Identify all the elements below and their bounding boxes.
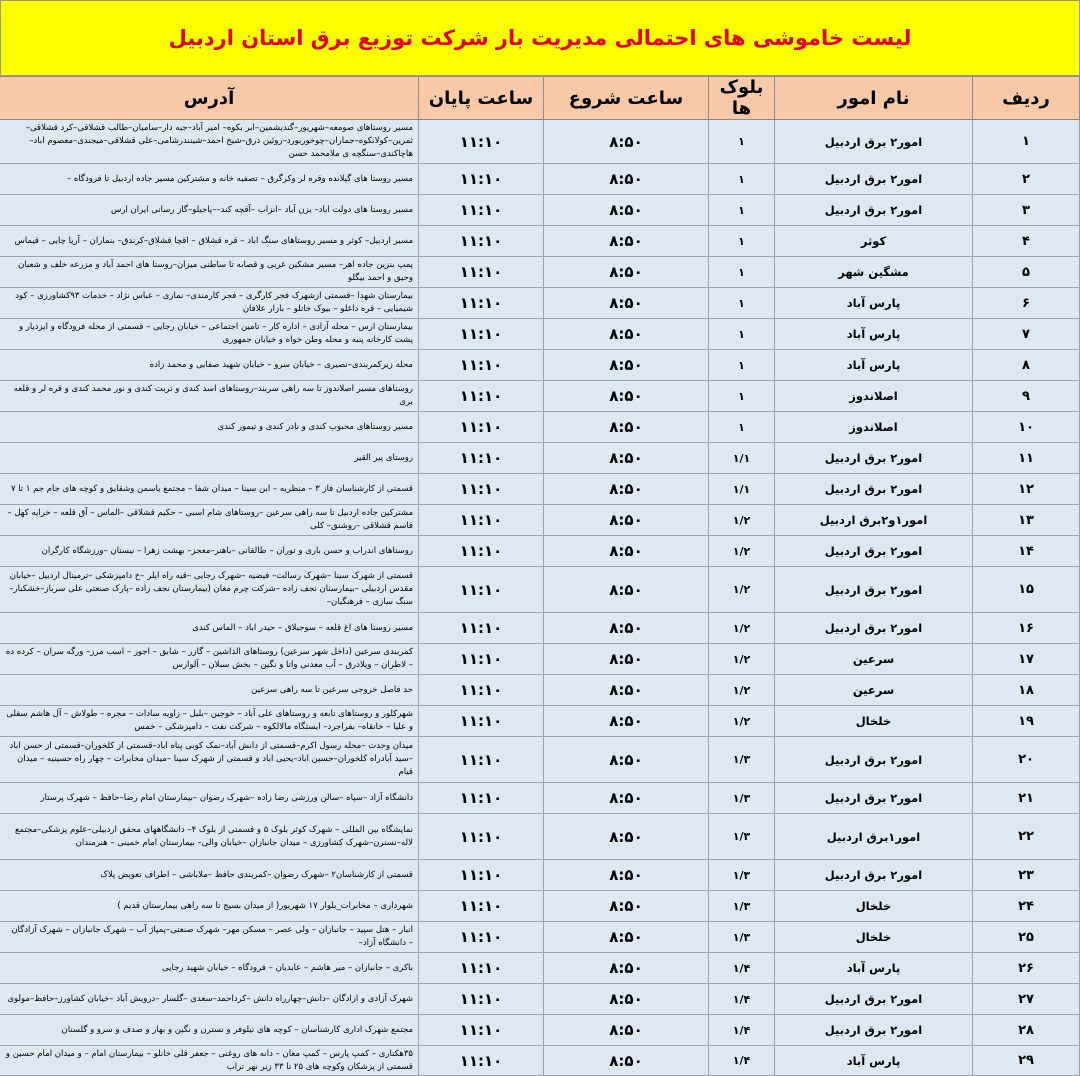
dept-name-cell: امور۲ برق اردبیل: [775, 195, 973, 226]
dept-name-cell: پارس آباد: [775, 1046, 973, 1076]
table-row: [0, 381, 1080, 412]
block-cell: ۱: [709, 120, 775, 164]
block-cell: ۱: [709, 350, 775, 381]
table-row: [0, 644, 1080, 675]
block-cell: ۱/۳: [709, 737, 775, 783]
address-cell: انبار – هتل سپید – جانبازان – ولی عصر – مسکن مهر– شهرک صنعتی–پمپاژ آب – شهرک جانبازان – شهرک آزادگان – دانشگاه آزاد–: [0, 922, 419, 953]
dept-name-cell: پارس آباد: [775, 319, 973, 350]
start-time-cell: ۸:۵۰: [544, 675, 709, 706]
table-row: [0, 783, 1080, 814]
end-time-cell: ۱۱:۱۰: [419, 536, 544, 567]
start-time-cell: ۸:۵۰: [544, 164, 709, 195]
table-row: [0, 891, 1080, 922]
dept-name-cell: خلخال: [775, 706, 973, 737]
row-number-cell: ۲۲: [973, 814, 1080, 860]
end-time-cell: ۱۱:۱۰: [419, 288, 544, 319]
end-time-cell: ۱۱:۱۰: [419, 706, 544, 737]
start-time-cell: ۸:۵۰: [544, 953, 709, 984]
block-cell: ۱: [709, 257, 775, 288]
address-cell: ۳۵هکتاری – کمپ پارس – کمپ مغان – دانه های روغنی – جعفر قلی خانلو – بیمارستان امام – و میدان امام حسین و قسمتی از پزشکان وکوچه های ۲۵ تا ۳۳ زیر نهر تراب: [0, 1046, 419, 1076]
row-number-cell: ۲۸: [973, 1015, 1080, 1046]
dept-name-cell: امور۲ برق اردبیل: [775, 984, 973, 1015]
block-cell: ۱: [709, 412, 775, 443]
end-time-cell: ۱۱:۱۰: [419, 350, 544, 381]
end-time-cell: ۱۱:۱۰: [419, 412, 544, 443]
start-time-cell: ۸:۵۰: [544, 783, 709, 814]
end-time-cell: ۱۱:۱۰: [419, 814, 544, 860]
table-row: [0, 984, 1080, 1015]
start-time-cell: ۸:۵۰: [544, 288, 709, 319]
dept-name-cell: امور۲ برق اردبیل: [775, 567, 973, 613]
col-header-start-time: ساعت شروع: [544, 77, 709, 120]
block-cell: ۱/۳: [709, 891, 775, 922]
end-time-cell: ۱۱:۱۰: [419, 120, 544, 164]
address-cell: مجتمع شهرک اداری کارشناسان – کوچه های نیلوفر و نسترن و نگین و بهار و صدف و سرو و گلستان: [0, 1015, 419, 1046]
end-time-cell: ۱۱:۱۰: [419, 226, 544, 257]
col-header-row-number: ردیف: [973, 77, 1080, 120]
dept-name-cell: امور۲ برق اردبیل: [775, 164, 973, 195]
dept-name-cell: خلخال: [775, 891, 973, 922]
start-time-cell: ۸:۵۰: [544, 814, 709, 860]
end-time-cell: ۱۱:۱۰: [419, 1015, 544, 1046]
start-time-cell: ۸:۵۰: [544, 536, 709, 567]
address-cell: پمپ بنزین جاده اهر– مسیر مشکین غربی و قصابه تا ساطنی میزان–روستا های احمد آباد و مزرعه خلف و شعبان وحیق و احمد بیگلو: [0, 257, 419, 288]
end-time-cell: ۱۱:۱۰: [419, 984, 544, 1015]
dept-name-cell: امور۲ برق اردبیل: [775, 860, 973, 891]
dept-name-cell: امور۲ برق اردبیل: [775, 536, 973, 567]
row-number-cell: ۱: [973, 120, 1080, 164]
dept-name-cell: امور۲ برق اردبیل: [775, 120, 973, 164]
end-time-cell: ۱۱:۱۰: [419, 783, 544, 814]
row-number-cell: ۱۰: [973, 412, 1080, 443]
row-number-cell: ۲۵: [973, 922, 1080, 953]
end-time-cell: ۱۱:۱۰: [419, 567, 544, 613]
table-row: [0, 120, 1080, 164]
col-header-blocks: بلوک ها: [709, 77, 775, 120]
address-cell: مشترکین جاده اردبیل تا سه راهی سرعین –روستاهای شام اسبی – حکیم قشلاقی –الماس – آق قلعه – خرابه کهل – قاسم قشلاقی –روشنق– کلی: [0, 505, 419, 536]
row-number-cell: ۱۹: [973, 706, 1080, 737]
address-cell: شهرداری – مخابرات_بلوار ۱۷ شهریور( از میدان بسیج تا سه راهی بیمارستان قدیم ): [0, 891, 419, 922]
table-row: [0, 567, 1080, 613]
end-time-cell: ۱۱:۱۰: [419, 164, 544, 195]
table-row: [0, 164, 1080, 195]
start-time-cell: ۸:۵۰: [544, 443, 709, 474]
col-header-address: آدرس: [0, 77, 419, 120]
address-cell: حد فاصل خروجی سرعین تا سه راهی سرعین: [0, 675, 419, 706]
start-time-cell: ۸:۵۰: [544, 474, 709, 505]
dept-name-cell: امور۱و۲برق اردبیل: [775, 505, 973, 536]
table-row: [0, 288, 1080, 319]
dept-name-cell: امور۲ برق اردبیل: [775, 783, 973, 814]
address-cell: کمربندی سرعین (داخل شهر سرعین) روستاهای الداشین – گازر – شابق – اجور – اسب مرز– ورگه سران – کرده ده – لاطران – ویلادرق – آب معدنی واتا و نگین – بخش سبلان – آلوارس: [0, 644, 419, 675]
dept-name-cell: پارس آباد: [775, 953, 973, 984]
dept-name-cell: سرعین: [775, 644, 973, 675]
table-row: [0, 443, 1080, 474]
end-time-cell: ۱۱:۱۰: [419, 195, 544, 226]
table-row: [0, 319, 1080, 350]
row-number-cell: ۱۴: [973, 536, 1080, 567]
address-cell: میدان وحدت –محله رسول اکرم–قسمتی از دانش آباد–نمک کوبی پناه اباد–قسمتی از کلخوران–قسمتی از حسن اباد –سید آبادراه کلخوران–حسین اباد–یحیی اباد و قسمتی از شهرک سینا –میدان مخابرات – چهار راه حسینیه – میدان قیام: [0, 737, 419, 783]
start-time-cell: ۸:۵۰: [544, 613, 709, 644]
row-number-cell: ۶: [973, 288, 1080, 319]
end-time-cell: ۱۱:۱۰: [419, 860, 544, 891]
block-cell: ۱/۲: [709, 644, 775, 675]
table-row: [0, 257, 1080, 288]
start-time-cell: ۸:۵۰: [544, 1015, 709, 1046]
address-cell: بیمارستان ارس – محله آزادی – اداره کار – تامین اجتماعی – خیابان رجایی – قسمتی از محله فرودگاه و ایزدیار و پشت کارخانه پنبه و محله وطن خواه و خیابان جمهوری: [0, 319, 419, 350]
address-cell: روستاهای مسیر اصلاندوز تا سه راهی سربند–روستاهای اسد کندی و تربت کندی و نور محمد کندی و قره لر و قلعه بری: [0, 381, 419, 412]
block-cell: ۱/۲: [709, 567, 775, 613]
start-time-cell: ۸:۵۰: [544, 706, 709, 737]
address-cell: قسمتی از شهرک سینا –شهرک رسالت– فیضیه –شهرک رجایی –قیه راه ایلر –خ دامپزشکی –ترمینال اردبیل –خیابان مقدس اردبیلی –بیمارستان نجف زاده –شرکت چرم مغان (بیمارستان نجف زاده –پارک صنعتی علی سرباز–خشکبار–سنگ سازی – فرهنگیان–: [0, 567, 419, 613]
address-cell: روستای پیر القیر: [0, 443, 419, 474]
row-number-cell: ۱۲: [973, 474, 1080, 505]
row-number-cell: ۲۹: [973, 1046, 1080, 1076]
row-number-cell: ۲۶: [973, 953, 1080, 984]
address-cell: بیمارستان شهدا –قسمتی ازشهرک فجر کارگری – فجر کارمندی– نمازی – عباس نژاد – خدمات ۹۳کشاورزی – کود شیمیایی – قره داغلو – بیوک خانلو – بازار علافان: [0, 288, 419, 319]
table-row: [0, 706, 1080, 737]
address-cell: محله زیرکمربندی–نصیری – خیابان سرو – خیابان شهید صفایی و محمد زاده: [0, 350, 419, 381]
dept-name-cell: امور۲ برق اردبیل: [775, 737, 973, 783]
row-number-cell: ۲۱: [973, 783, 1080, 814]
address-cell: دانشگاه آزاد –سپاه –سالن ورزشی رضا زاده –شهرک رضوان –بیمارستان امام رضا–حافظ – شهرک پرستار: [0, 783, 419, 814]
dept-name-cell: مشگین شهر: [775, 257, 973, 288]
address-cell: مسیر روستا های گیلانده وقره لر وکرگرق – تصفیه خانه و مشترکین مسیر جاده اردبیل تا فرودگاه –: [0, 164, 419, 195]
start-time-cell: ۸:۵۰: [544, 226, 709, 257]
start-time-cell: ۸:۵۰: [544, 505, 709, 536]
block-cell: ۱: [709, 288, 775, 319]
end-time-cell: ۱۱:۱۰: [419, 613, 544, 644]
address-cell: شهرک آزادی و ازادگان –دانش–چهارراه دانش –کرداحمد–سعدی –گلسار –درویش آباد –خیابان کشاورز–حافظ–مولوی: [0, 984, 419, 1015]
block-cell: ۱: [709, 381, 775, 412]
block-cell: ۱/۲: [709, 706, 775, 737]
page-title: لیست خاموشی های احتمالی مدیریت بار شرکت توزیع برق استان اردبیل: [0, 0, 1080, 76]
row-number-cell: ۲۷: [973, 984, 1080, 1015]
end-time-cell: ۱۱:۱۰: [419, 257, 544, 288]
row-number-cell: ۳: [973, 195, 1080, 226]
row-number-cell: ۲۰: [973, 737, 1080, 783]
start-time-cell: ۸:۵۰: [544, 891, 709, 922]
address-cell: مسیر روستا های دولت اباد– یزن آباد –انزاب –آقچه کند––پاجیلو–گاز رسانی ایران ارس: [0, 195, 419, 226]
row-number-cell: ۱۷: [973, 644, 1080, 675]
start-time-cell: ۸:۵۰: [544, 195, 709, 226]
start-time-cell: ۸:۵۰: [544, 120, 709, 164]
table-row: [0, 350, 1080, 381]
block-cell: ۱/۴: [709, 1046, 775, 1076]
start-time-cell: ۸:۵۰: [544, 644, 709, 675]
table-row: [0, 675, 1080, 706]
end-time-cell: ۱۱:۱۰: [419, 505, 544, 536]
address-cell: نمایشگاه بین المللی – شهرک کوثر بلوک ۵ و قسمتی از بلوک ۴– دانشگاههای محقق اردبیلی–علوم پزشکی–مجتمع لاله–نسترن–شهرک کشاورزی – میدان جانبازان –خیابان والی– بیمارستان امام خمینی – هنرمندان: [0, 814, 419, 860]
row-number-cell: ۷: [973, 319, 1080, 350]
table-row: [0, 226, 1080, 257]
table-row: [0, 1015, 1080, 1046]
start-time-cell: ۸:۵۰: [544, 860, 709, 891]
table-row: [0, 613, 1080, 644]
start-time-cell: ۸:۵۰: [544, 567, 709, 613]
end-time-cell: ۱۱:۱۰: [419, 644, 544, 675]
block-cell: ۱/۱: [709, 443, 775, 474]
dept-name-cell: پارس آباد: [775, 350, 973, 381]
start-time-cell: ۸:۵۰: [544, 350, 709, 381]
start-time-cell: ۸:۵۰: [544, 922, 709, 953]
block-cell: ۱/۴: [709, 984, 775, 1015]
start-time-cell: ۸:۵۰: [544, 412, 709, 443]
address-cell: قسمتی از کارشناسان فاز ۳ – منظریه – ابن سینا – میدان شفا – مجتمع یاسمن وشقایق و کوچه های جام جم ۱ تا ۷: [0, 474, 419, 505]
block-cell: ۱/۴: [709, 1015, 775, 1046]
block-cell: ۱/۳: [709, 860, 775, 891]
table-row: [0, 195, 1080, 226]
table-row: [0, 474, 1080, 505]
col-header-dept: نام امور: [775, 77, 973, 120]
address-cell: باکری – جانبازان – میر هاشم – عابدیان – فرودگاه – خیابان شهید رجایی: [0, 953, 419, 984]
address-cell: مسیر روستا های اغ قلعه – سوجبلاق – حیدر اباد – الماس کندی: [0, 613, 419, 644]
dept-name-cell: کوثر: [775, 226, 973, 257]
table-row: [0, 922, 1080, 953]
table-row: [0, 814, 1080, 860]
row-number-cell: ۵: [973, 257, 1080, 288]
dept-name-cell: امور۱برق اردبیل: [775, 814, 973, 860]
block-cell: ۱/۲: [709, 613, 775, 644]
dept-name-cell: امور۲ برق اردبیل: [775, 443, 973, 474]
block-cell: ۱: [709, 226, 775, 257]
end-time-cell: ۱۱:۱۰: [419, 474, 544, 505]
start-time-cell: ۸:۵۰: [544, 737, 709, 783]
end-time-cell: ۱۱:۱۰: [419, 675, 544, 706]
row-number-cell: ۱۵: [973, 567, 1080, 613]
address-cell: مسیر اردبیل– کوثر و مسیر روستاهای سنگ اباد – قره قشلاق – اقچا قشلاق–کرندق– بنماران – آریا چایی – قیماس: [0, 226, 419, 257]
address-cell: مسیر روستاهای صومعه–شهریور–گندبشمین–ابر بکوه– امیر آباد–جبه دار–سامیان–طالب قشلاقی–کرد قشلاقی–ثمرین–کولانکوه–جماران–چوخوربورد–روئین درق–شیخ احمد–شینندرشامی–علی قشلاقی–میجندی–معصوم اباد–هاچاکندی–سنگچه ی ملامحمد حسن: [0, 120, 419, 164]
row-number-cell: ۱۶: [973, 613, 1080, 644]
row-number-cell: ۲: [973, 164, 1080, 195]
address-cell: مسیر روستاهای محبوب کندی و نادر کندی و تیمور کندی: [0, 412, 419, 443]
start-time-cell: ۸:۵۰: [544, 1046, 709, 1076]
row-number-cell: ۲۳: [973, 860, 1080, 891]
header-row: [0, 77, 1080, 120]
end-time-cell: ۱۱:۱۰: [419, 953, 544, 984]
row-number-cell: ۱۸: [973, 675, 1080, 706]
row-number-cell: ۴: [973, 226, 1080, 257]
dept-name-cell: امور۲ برق اردبیل: [775, 613, 973, 644]
table-row: [0, 953, 1080, 984]
address-cell: شهرکلور و روستاهای تابعه و روستاهای علی آباد – خوجین –بلبل – زاویه سادات – مجره – طولاش – آل هاشم سفلی و علیا – خانقاه– بفراجرد– ایستگاه مالالکوه – شرکت نفت – دامپزشکی – خمس: [0, 706, 419, 737]
end-time-cell: ۱۱:۱۰: [419, 1046, 544, 1076]
start-time-cell: ۸:۵۰: [544, 319, 709, 350]
block-cell: ۱/۳: [709, 783, 775, 814]
row-number-cell: ۲۴: [973, 891, 1080, 922]
table-row: [0, 412, 1080, 443]
start-time-cell: ۸:۵۰: [544, 381, 709, 412]
address-cell: قسمتی از کارشناسان۲ –شهرک رضوان –کمربندی حافظ –ملاباشی – اطراف تعویض پلاک: [0, 860, 419, 891]
address-cell: روستاهای اندراب و حسن باری و توران – طالقانی –باهنر–معجز– بهشت زهرا – نیستان –ورزشگاه کارگران: [0, 536, 419, 567]
block-cell: ۱/۴: [709, 953, 775, 984]
start-time-cell: ۸:۵۰: [544, 984, 709, 1015]
row-number-cell: ۱۳: [973, 505, 1080, 536]
row-number-cell: ۸: [973, 350, 1080, 381]
end-time-cell: ۱۱:۱۰: [419, 319, 544, 350]
end-time-cell: ۱۱:۱۰: [419, 891, 544, 922]
dept-name-cell: پارس آباد: [775, 288, 973, 319]
dept-name-cell: امور۲ برق اردبیل: [775, 1015, 973, 1046]
block-cell: ۱/۳: [709, 922, 775, 953]
block-cell: ۱/۱: [709, 474, 775, 505]
col-header-end-time: ساعت پایان: [419, 77, 544, 120]
block-cell: ۱/۲: [709, 675, 775, 706]
table-row: [0, 860, 1080, 891]
table-row: [0, 505, 1080, 536]
outage-table: [0, 76, 1080, 1076]
dept-name-cell: اصلاندوز: [775, 412, 973, 443]
block-cell: ۱: [709, 195, 775, 226]
table-row: [0, 536, 1080, 567]
block-cell: ۱/۲: [709, 536, 775, 567]
block-cell: ۱: [709, 319, 775, 350]
dept-name-cell: سرعین: [775, 675, 973, 706]
block-cell: ۱/۲: [709, 505, 775, 536]
row-number-cell: ۹: [973, 381, 1080, 412]
block-cell: ۱/۳: [709, 814, 775, 860]
block-cell: ۱: [709, 164, 775, 195]
start-time-cell: ۸:۵۰: [544, 257, 709, 288]
end-time-cell: ۱۱:۱۰: [419, 922, 544, 953]
end-time-cell: ۱۱:۱۰: [419, 381, 544, 412]
dept-name-cell: امور۲ برق اردبیل: [775, 474, 973, 505]
end-time-cell: ۱۱:۱۰: [419, 737, 544, 783]
row-number-cell: ۱۱: [973, 443, 1080, 474]
dept-name-cell: اصلاندوز: [775, 381, 973, 412]
dept-name-cell: خلخال: [775, 922, 973, 953]
outage-table-container: [0, 76, 1080, 1076]
end-time-cell: ۱۱:۱۰: [419, 443, 544, 474]
table-row: [0, 1046, 1080, 1076]
table-row: [0, 737, 1080, 783]
table-body: [0, 120, 1080, 1076]
